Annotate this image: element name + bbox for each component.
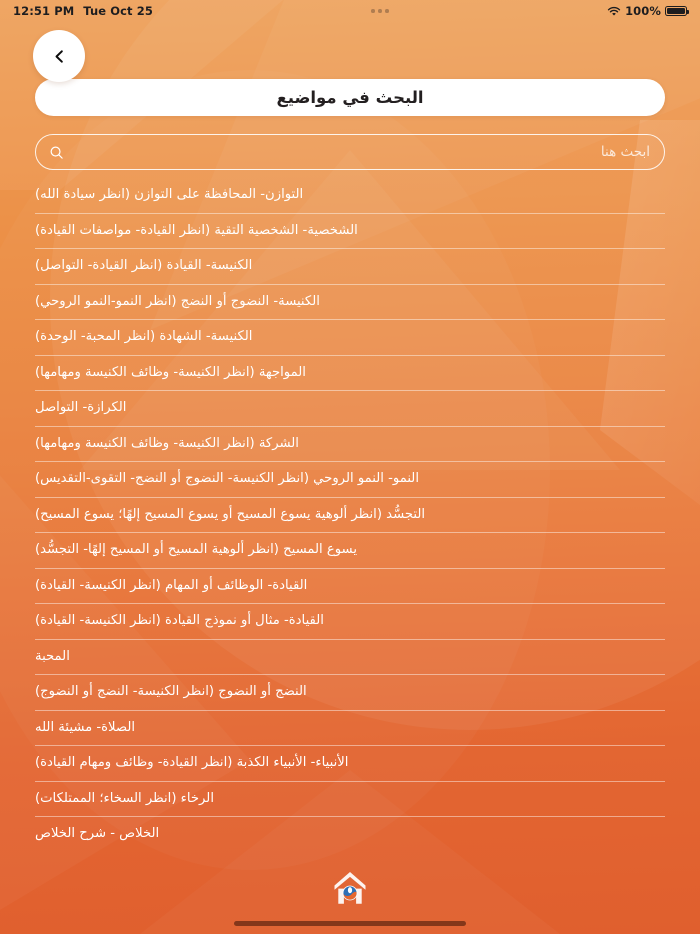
search-input[interactable] (64, 144, 650, 160)
list-item[interactable] (35, 356, 665, 392)
status-time: 12:51 PM (13, 4, 75, 18)
topic-label: النمو- النمو الروحي (انظر الكنيسة- النضوج أو النضج- التقوى-التقديس) (35, 471, 419, 487)
list-item[interactable] (35, 178, 665, 214)
list-item[interactable] (35, 817, 665, 852)
topic-label: الخلاص - شرح الخلاص (35, 826, 160, 842)
topic-label: الكنيسة- النضوج أو النضج (انظر النمو-النمو الروحي) (35, 293, 320, 309)
battery-percent-label: 100% (625, 4, 661, 18)
list-item[interactable] (35, 604, 665, 640)
topics-list[interactable] (35, 178, 665, 852)
list-item[interactable] (35, 782, 665, 818)
topic-label: الأنبياء- الأنبياء الكذبة (انظر القيادة- وظائف ومهام القيادة) (35, 755, 349, 771)
page-title-bar (35, 79, 665, 116)
back-button[interactable] (33, 30, 85, 82)
page-title: البحث في مواضيع (276, 88, 424, 107)
wifi-icon (607, 6, 621, 17)
topic-label: القيادة- الوظائف أو المهام (انظر الكنيسة- القيادة) (35, 577, 308, 593)
topic-label: التوازن- المحافظة على التوازن (انظر سيادة الله) (35, 187, 304, 203)
home-indicator (234, 921, 466, 926)
list-item[interactable] (35, 746, 665, 782)
topic-label: المواجهة (انظر الكنيسة- وظائف الكنيسة ومهامها) (35, 364, 306, 380)
topic-label: النضج أو النضوج (انظر الكنيسة- النضج أو النضوج) (35, 684, 307, 700)
list-item[interactable] (35, 675, 665, 711)
home-button[interactable] (330, 868, 370, 908)
topic-label: الشركة (انظر الكنيسة- وظائف الكنيسة ومهامها) (35, 435, 299, 451)
battery-full-icon (665, 6, 687, 17)
list-item[interactable] (35, 320, 665, 356)
topic-label: التجسُّد (انظر ألوهية يسوع المسيح أو يسوع المسيح إلهًا؛ يسوع المسيح) (35, 506, 426, 522)
status-bar (0, 0, 700, 22)
list-item[interactable] (35, 249, 665, 285)
list-item[interactable] (35, 498, 665, 534)
search-field[interactable] (35, 134, 665, 170)
ellipsis-indicator-icon (371, 9, 389, 13)
list-item[interactable] (35, 462, 665, 498)
list-item[interactable] (35, 391, 665, 427)
list-item[interactable] (35, 427, 665, 463)
list-item[interactable] (35, 569, 665, 605)
status-bar-right (607, 4, 687, 18)
topic-label: المحبة (35, 648, 70, 664)
topic-label: الكنيسة- الشهادة (انظر المحبة- الوحدة) (35, 329, 253, 345)
list-item[interactable] (35, 711, 665, 747)
topic-label: الكنيسة- القيادة (انظر القيادة- التواصل) (35, 258, 253, 274)
list-item[interactable] (35, 533, 665, 569)
list-item[interactable] (35, 640, 665, 676)
topic-label: الرخاء (انظر السخاء؛ الممتلكات) (35, 790, 214, 806)
topic-label: الصلاة- مشيئة الله (35, 719, 136, 735)
chevron-left-icon (52, 49, 67, 64)
status-bar-left (13, 4, 153, 18)
topic-label: يسوع المسيح (انظر ألوهية المسيح أو المسيح إلهًا- التجسُّد) (35, 542, 357, 558)
topic-label: الشخصية- الشخصية التقية (انظر القيادة- مواصفات القيادة) (35, 222, 358, 238)
home-icon (330, 868, 370, 908)
list-item[interactable] (35, 214, 665, 250)
list-item[interactable] (35, 285, 665, 321)
topic-label: الكرازة- التواصل (35, 400, 127, 416)
status-bar-center (153, 9, 607, 13)
topic-label: القيادة- مثال أو نموذج القيادة (انظر الكنيسة- القيادة) (35, 613, 324, 629)
search-icon (49, 145, 64, 160)
status-date: Tue Oct 25 (83, 4, 153, 18)
